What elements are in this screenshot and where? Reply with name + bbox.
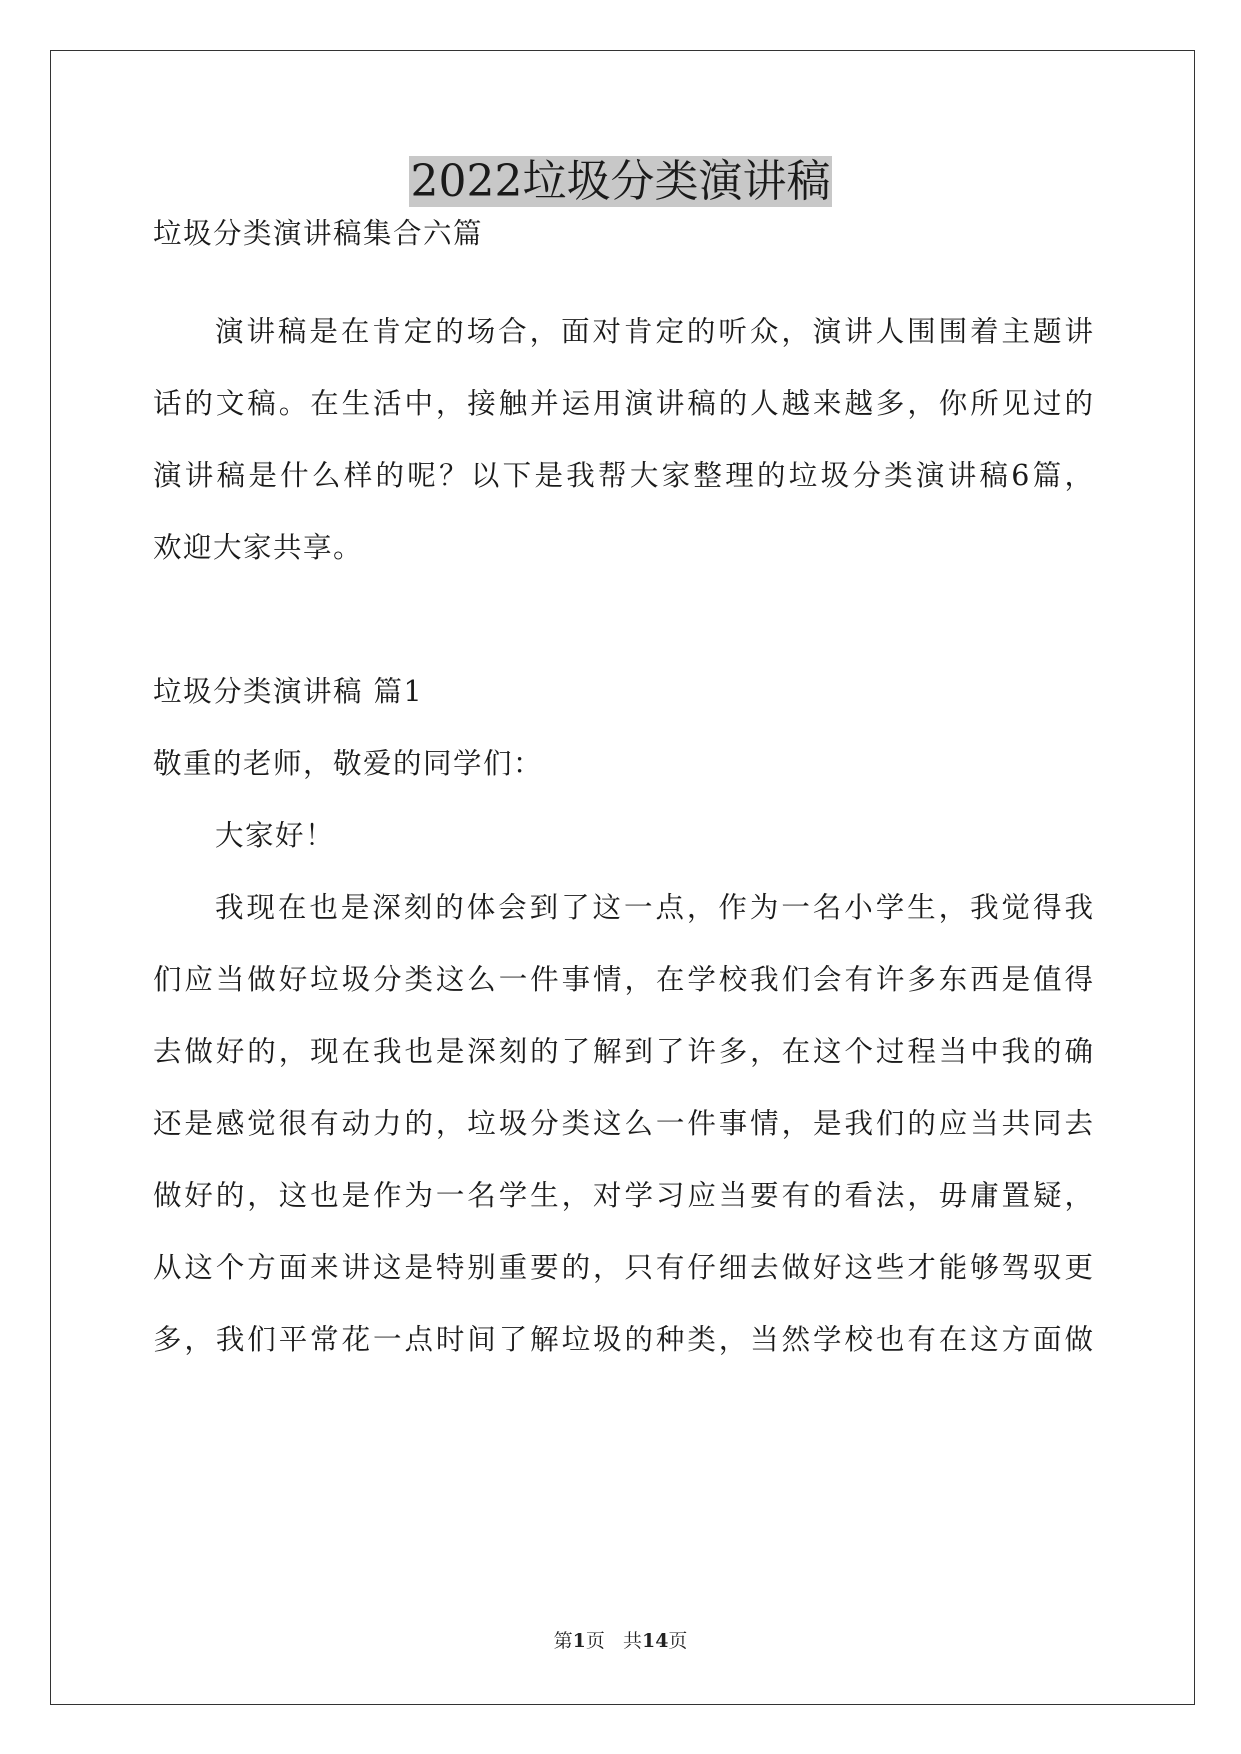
salutation: 敬重的老师，敬爱的同学们：: [153, 747, 544, 780]
body-line: 做好的，这也是作为一名学生，对学习应当要有的看法，毋庸置疑，: [153, 1179, 1093, 1212]
page-footer: [0, 1628, 1241, 1654]
page-number: 1: [572, 1630, 586, 1652]
page-prefix: 第: [553, 1630, 573, 1652]
document-title-text: 2022垃圾分类演讲稿: [410, 156, 831, 207]
document-subtitle: 垃圾分类演讲稿集合六篇: [153, 217, 484, 250]
page-border: [50, 50, 1195, 1705]
body-line: 我现在也是深刻的体会到了这一点，作为一名小学生，我觉得我: [215, 891, 1093, 924]
body-line: 去做好的，现在我也是深刻的了解到了许多，在这个过程当中我的确: [153, 1035, 1093, 1068]
intro-line: 欢迎大家共享。: [153, 531, 364, 564]
body-line: 多，我们平常花一点时间了解垃圾的种类，当然学校也有在这方面做: [153, 1323, 1093, 1356]
intro-line: 演讲稿是什么样的呢？以下是我帮大家整理的垃圾分类演讲稿6篇，: [153, 459, 1093, 492]
body-line: 还是感觉很有动力的，垃圾分类这么一件事情，是我们的应当共同去: [153, 1107, 1093, 1140]
total-pages: 14: [641, 1630, 669, 1652]
intro-line: 演讲稿是在肯定的场合，面对肯定的听众，演讲人围围着主题讲: [215, 315, 1093, 348]
page-suffix: 页: [585, 1630, 605, 1652]
body-line: 们应当做好垃圾分类这么一件事情，在学校我们会有许多东西是值得: [153, 963, 1093, 996]
document-title: [0, 150, 1241, 214]
total-suffix: 页: [668, 1630, 688, 1652]
section-heading: 垃圾分类演讲稿 篇1: [153, 675, 424, 708]
greeting: 大家好！: [215, 819, 336, 852]
body-line: 从这个方面来讲这是特别重要的，只有仔细去做好这些才能够驾驭更: [153, 1251, 1093, 1284]
total-prefix: 共: [622, 1630, 642, 1652]
intro-line: 话的文稿。在生活中，接触并运用演讲稿的人越来越多，你所见过的: [153, 387, 1093, 420]
